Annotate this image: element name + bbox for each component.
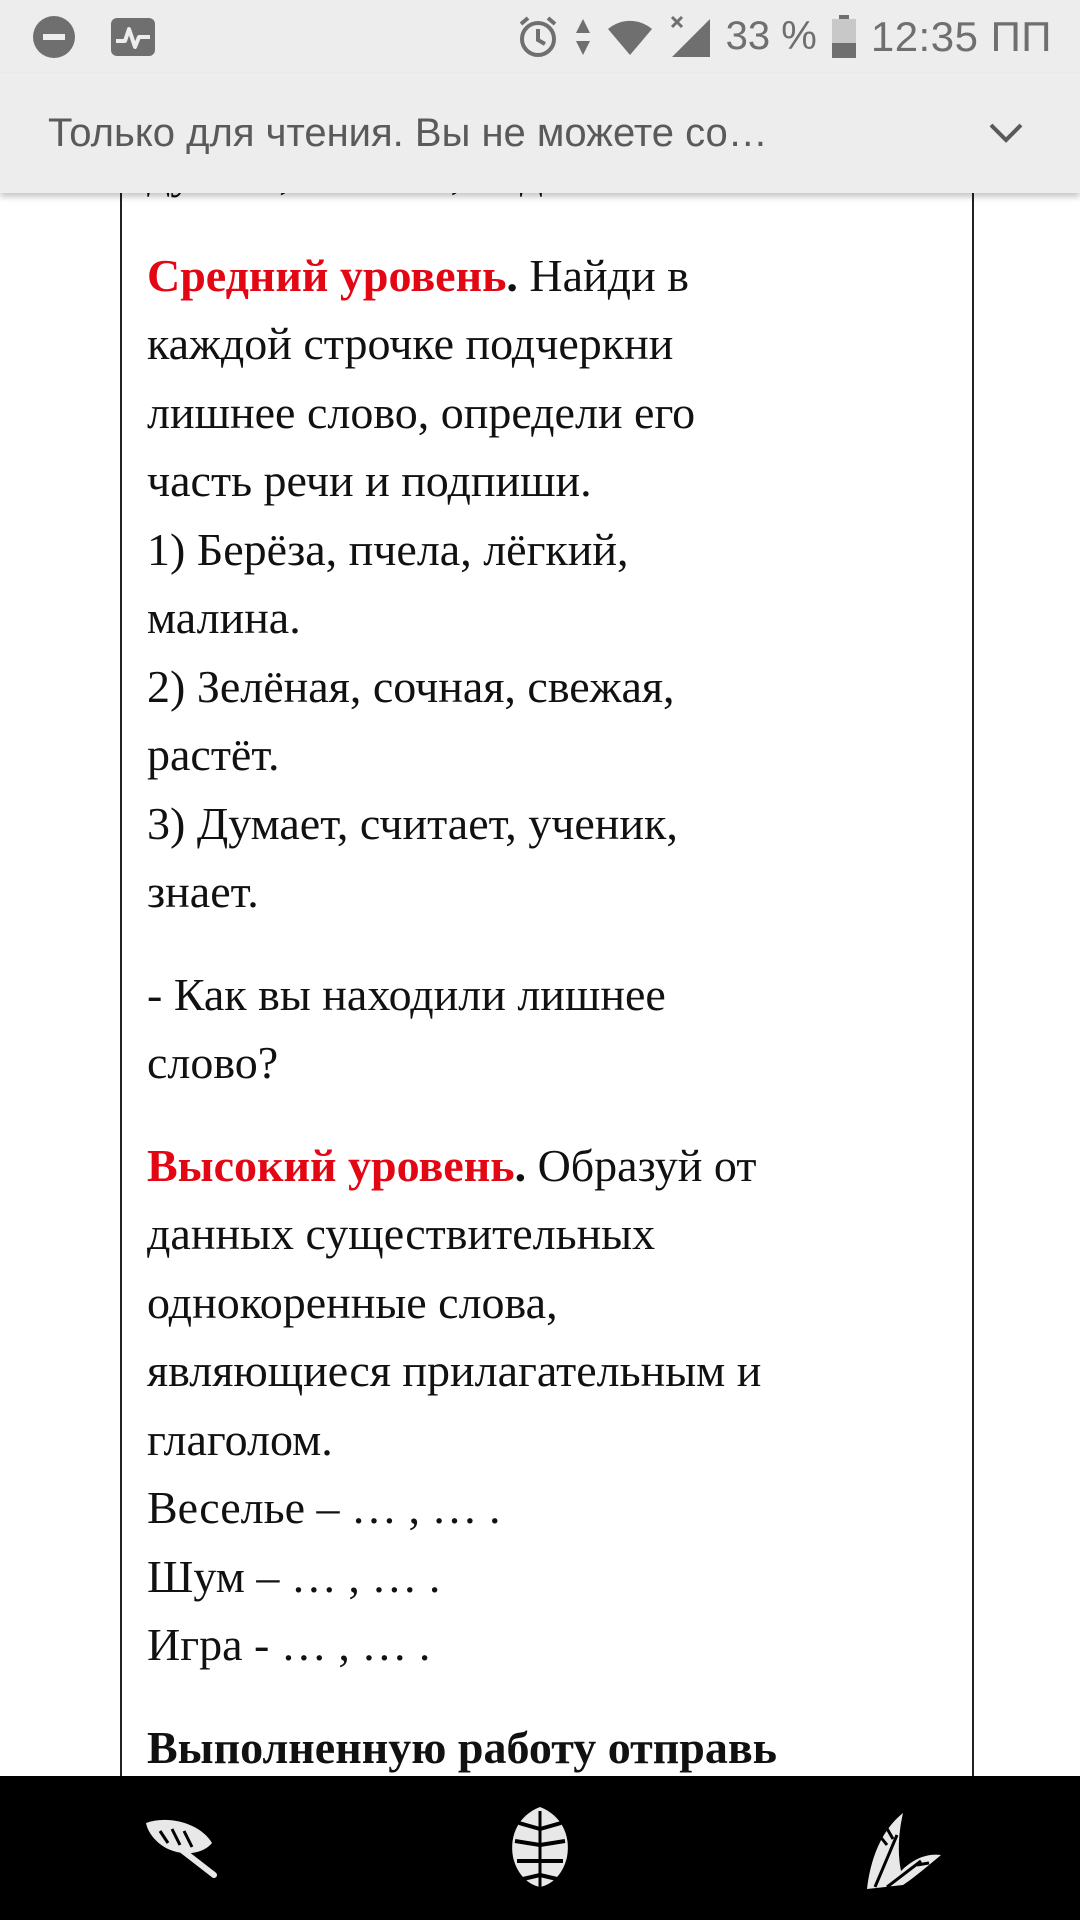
question: - Как вы находили лишнее слово? [147,968,666,1088]
clock: 12:35 ПП [870,12,1052,60]
activity-icon [110,17,156,57]
signal-icon [668,15,712,59]
wifi-icon [606,17,654,57]
chevron-down-icon [988,122,1024,144]
medium-level-heading: Средний уровень [147,249,507,301]
document-viewport[interactable] [0,193,1080,1776]
list-item: Игра - … , … . [147,1619,431,1670]
bottom-navigation [0,1776,1080,1920]
nav-button-palm[interactable] [840,1788,960,1908]
leaf-feather-icon [138,1813,222,1883]
nav-button-feather[interactable] [120,1788,240,1908]
list-item: Шум – … , … . [147,1550,441,1602]
document-text [147,139,947,1816]
medium-level-task: Средний уровень. Найди в каждой строчке подчеркни лишнее слово, определи его часть речи и подпиши. 1) Берёза, пчела, лёгкий, малина. 2) Зелёная, сочная, свежая, растёт. 3) Думает, считает, ученик, знает. [147,242,947,927]
list-item: растёт. [147,729,280,780]
expand-banner-button[interactable] [980,107,1032,159]
list-item: Веселье – … , … . [147,1482,501,1533]
list-item: малина. [147,592,301,643]
list-item: 1) Берёза, пчела, лёгкий, [147,523,629,575]
data-arrows-icon [574,15,592,59]
list-item: 3) Думает, считает, ученик, [147,797,678,849]
read-only-message: Только для чтения. Вы не можете со… [48,110,768,155]
palm-leaf-icon [857,1805,943,1891]
battery-percent: 33 % [725,14,817,58]
list-item: знает. [147,866,259,917]
do-not-disturb-icon [32,15,76,59]
cut-bottom-line: Выполненную работу отправь [147,1721,777,1773]
status-bar [0,0,1080,73]
monstera-leaf-icon [505,1803,575,1893]
high-level-heading: Высокий уровень [147,1139,515,1191]
nav-button-monstera[interactable] [480,1788,600,1908]
high-level-task: Высокий уровень. Образуй от данных существительных однокоренные слова, являющиеся прилагательным и глаголом. Веселье – … , … . Шум – … , … . Игра - … , … . [147,1132,947,1680]
battery-icon [831,15,857,59]
read-only-banner [0,73,1080,193]
alarm-icon [516,15,560,59]
list-item: 2) Зелёная, сочная, свежая, [147,660,675,712]
